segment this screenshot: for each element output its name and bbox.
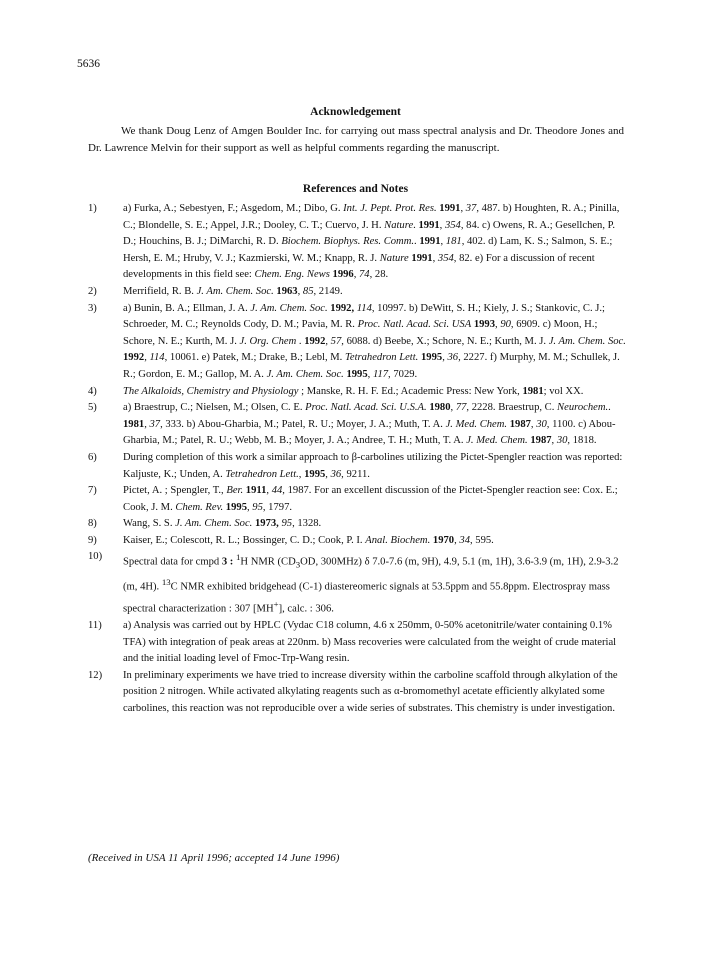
reference-item bbox=[88, 201, 628, 284]
received-date bbox=[88, 852, 339, 864]
reference-number: 8) bbox=[88, 518, 97, 530]
reference-item bbox=[88, 301, 628, 384]
reference-number: 9) bbox=[88, 534, 97, 546]
reference-text: a) Furka, A.; Sebestyen, F.; Asgedom, M.; Dibo, G. Int. J. Pept. Prot. Res. 1991, 37, 487. b) Houghten, R. A.; Pinilla, C.; Blondelle, S. E.; Appel, J.R.; Dooley, C. T.; Cuervo, J. H. Nature. 1991, 354, 84. c) Owens, R. A.; Gesellchen, P. D.; Houchins, B. J.; DiMarchi, R. D. Biochem. Biophys. Res. Comm.. 1991, 181, 402. d) Lam, K. S.; Salmon, S. E.; Hersh, E. M.; Hruby, V. J.; Kazmierski, W. M.; Knapp, R. J. Nature 1991, 354, 82. e) For a discussion of recent developments in this field see: Chem. Eng. News 1996, 74, 28. bbox=[123, 203, 620, 281]
received-text: (Received in USA 11 April 1996; accepted 14 June 1996) bbox=[88, 852, 340, 864]
acknowledgement-text: We thank Doug Lenz of Amgen Boulder Inc. for carrying out mass spectral analysis and Dr. Theodore Jones and Dr. Lawrence Melvin for their support as well as helpful comments regarding the manuscript. bbox=[88, 125, 624, 154]
reference-number: 2) bbox=[88, 285, 97, 297]
reference-item bbox=[88, 483, 628, 516]
reference-number: 5) bbox=[88, 402, 97, 414]
reference-text: During completion of this work a similar approach to β-carbolines utilizing the Pictet-Spengler reaction was reported: Kaljuste, K.; Unden, A. Tetrahedron Lett., 1995, 36, 9211. bbox=[123, 451, 623, 480]
reference-text: Pictet, A. ; Spengler, T., Ber. 1911, 44, 1987. For an excellent discussion of the Pictet-Spengler reaction see: Cox. E.; Cook, J. M. Chem. Rev. 1995, 95, 1797. bbox=[123, 485, 618, 513]
references-list bbox=[88, 201, 628, 718]
reference-item bbox=[88, 284, 628, 301]
reference-number: 10) bbox=[88, 551, 103, 563]
acknowledgement-heading: Acknowledgement bbox=[310, 106, 401, 118]
reference-text: a) Bunin, B. A.; Ellman, J. A. J. Am. Chem. Soc. 1992, 114, 10997. b) DeWitt, S. H.; Kiely, J. S.; Stankovic, C. J.; Schroeder, M. C.; Reynolds Cody, D. M.; Pavia, M. R. Proc. Natl. Acad. Sci. USA 1993, 90, 6909. c) Moon, H.; Schore, N. E.; Kurth, M. J. J. Org. Chem . 1992, 57, 6088. d) Beebe, X.; Schore, N. E.; Kurth, M. J. J. Am. Chem. Soc. 1992, 114, 10061. e) Patek, M.; Drake, B.; Lebl, M. Tetrahedron Lett. 1995, 36, 2227. f) Murphy, M. M.; Schullek, J. R.; Gordon, E. M.; Gallop, M. A. J. Am. Chem. Soc. 1995, 117, 7029. bbox=[123, 302, 626, 380]
page-number: 5636 bbox=[77, 58, 100, 70]
reference-item bbox=[88, 549, 628, 617]
reference-item bbox=[88, 618, 628, 668]
reference-text: Kaiser, E.; Colescott, R. L.; Bossinger, C. D.; Cook, P. I. Anal. Biochem. 1970, 34, 595. bbox=[123, 534, 494, 546]
reference-text: a) Braestrup, C.; Nielsen, M.; Olsen, C. E. Proc. Natl. Acad. Sci. U.S.A. 1980, 77, 2228. Braestrup, C. Neurochem.. 1981, 37, 333. b) Abou-Gharbia, M.; Patel, R. U.; Moyer, J. A.; Muth, T. A. J. Med. Chem. 1987, 30, 1100. c) Abou-Gharbia, M.; Patel, R. U.; Webb, M. B.; Moyer, J. A.; Andree, T. H.; Muth, T. A. J. Med. Chem. 1987, 30, 1818. bbox=[123, 402, 616, 447]
reference-text: a) Analysis was carried out by HPLC (Vydac C18 column, 4.6 x 250mm, 0-50% acetonitrile/water containing 0.1% TFA) with integration of peak areas at 220nm. b) Mass recoveries were calculated from the weight of crude material and the initial loading level of Fmoc-Trp-Wang resin. bbox=[123, 619, 617, 665]
reference-text: Merrifield, R. B. J. Am. Chem. Soc. 1963, 85, 2149. bbox=[123, 285, 343, 297]
reference-item bbox=[88, 400, 628, 450]
reference-text: In preliminary experiments we have tried to increase diversity within the carboline scaffold through alkylation of the position 2 nitrogen. While activated alkylating reagents such as α-bromomethyl acetate efficiently alkylated some carbolines, this reaction was not reproducible over a wide series of substrates. This chemistry is under investigation. bbox=[123, 669, 618, 714]
references-heading: References and Notes bbox=[302, 183, 409, 195]
reference-item bbox=[88, 668, 628, 718]
reference-text: Wang, S. S. J. Am. Chem. Soc. 1973, 95, 1328. bbox=[123, 518, 322, 530]
reference-item bbox=[88, 384, 628, 401]
reference-number: 4) bbox=[88, 385, 97, 397]
reference-item bbox=[88, 450, 628, 483]
reference-item bbox=[88, 516, 628, 533]
reference-text: Spectral data for cmpd 3 : $^1$H NMR ($CD_3OD$, 300MHz) δ 7.0-7.6 (m, 9H), 4.9, 5.1 (m, 1H), 3.6-3.9 (m, 1H), 2.9-3.2 (m, 4H). $^{13}$C NMR exhibited bridgehead (C-1) diastereomeric signals at 53.5ppm and 55.8ppm. Electrospray mass spectral characterization : 307 [MH+], calc. : 306. bbox=[123, 552, 619, 615]
reference-number: 3) bbox=[88, 302, 97, 314]
reference-text: The Alkaloids, Chemistry and Physiology ; Manske, R. H. F. Ed.; Academic Press: New York, 1981; vol XX. bbox=[123, 385, 584, 397]
reference-number: 7) bbox=[88, 485, 97, 497]
reference-number: 1) bbox=[88, 203, 97, 214]
reference-item bbox=[88, 533, 628, 550]
reference-number: 12) bbox=[88, 669, 103, 681]
reference-number: 11) bbox=[88, 619, 102, 631]
reference-number: 6) bbox=[88, 451, 97, 463]
